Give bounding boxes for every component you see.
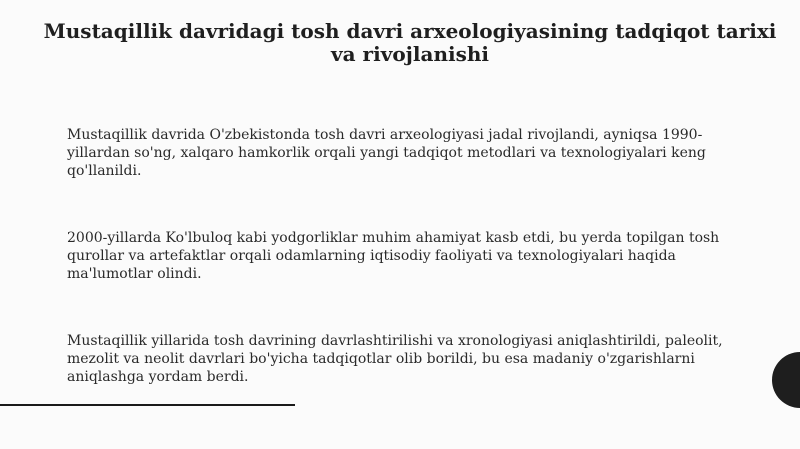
decorative-divider-line bbox=[0, 404, 295, 406]
paragraph-2: 2000-yillarda Ko'lbuloq kabi yodgorliklar muhim ahamiyat kasb etdi, bu yerda topilgan tosh qurollar va artefaktlar orqali odamlarning iqtisodiy faoliyati va texnologiyalari haqida ma'lumotlar olindi. bbox=[67, 230, 720, 282]
paragraph-1: Mustaqillik davrida O'zbekistonda tosh davri arxeologiyasi jadal rivojlandi, ayniqsa 1990-yillardan so'ng, xalqaro hamkorlik orqali yangi tadqiqot metodlari va texnologiyalari keng qo'llanildi. bbox=[67, 127, 706, 179]
decorative-circle bbox=[772, 352, 800, 408]
paragraph-3: Mustaqillik yillarida tosh davrining davrlashtirilishi va xronologiyasi aniqlashtirildi, paleolit, mezolit va neolit davrlari bo'yicha tadqiqotlar olib borildi, bu esa madaniy o'zgarishlarni aniqlashga yordam berdi. bbox=[67, 333, 723, 385]
slide-title: Mustaqillik davridagi tosh davri arxeologiyasining tadqiqot tarixi va rivojlanishi bbox=[43, 19, 777, 66]
